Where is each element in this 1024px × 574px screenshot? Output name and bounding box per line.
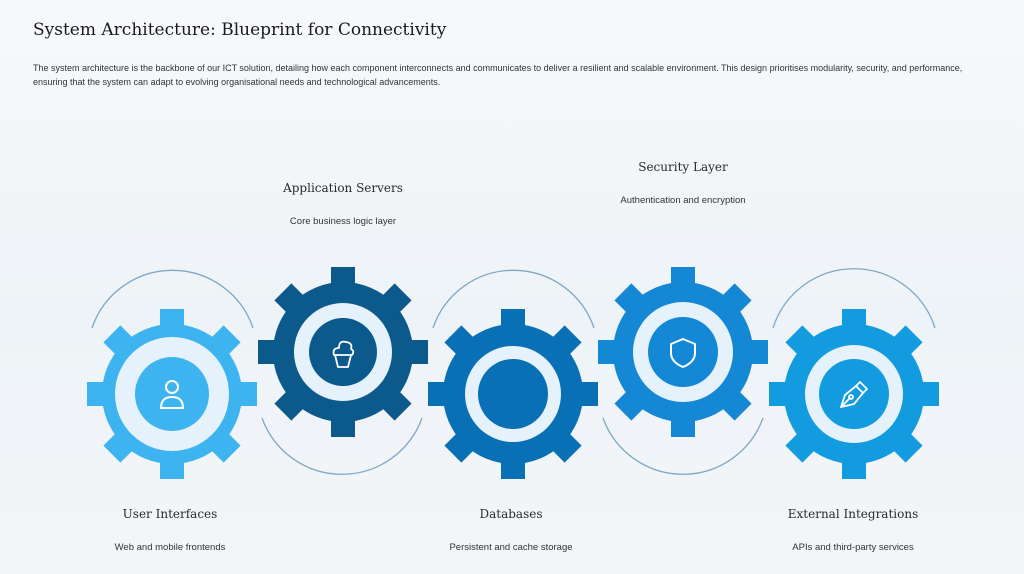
intro-paragraph: The system architecture is the backbone of our ICT solution, detailing how each component interconnects and communicates to deliver a resilient and scalable environment. This design prioritises modularity, security, and performance, ensuring that the system can adapt to evolving organisational needs and technological advancements. xyxy=(33,63,963,87)
gear-desc-user-interfaces: Web and mobile frontends xyxy=(114,542,226,553)
gear-desc-databases: Persistent and cache storage xyxy=(449,542,573,553)
gear-title-user-interfaces: User Interfaces xyxy=(122,507,218,521)
gear-title-application-servers: Application Servers xyxy=(283,181,403,195)
gear-title-external-integrations: External Integrations xyxy=(787,507,919,521)
page-title: System Architecture: Blueprint for Connectivity xyxy=(33,20,447,40)
gear-user-interfaces xyxy=(87,309,257,479)
gear-security-layer xyxy=(598,267,768,437)
gear-desc-external-integrations: APIs and third-party services xyxy=(792,542,914,553)
gear-application-servers xyxy=(258,267,428,437)
gear-external-integrations xyxy=(769,309,939,479)
gear-desc-security-layer: Authentication and encryption xyxy=(620,195,746,206)
gear-title-security-layer: Security Layer xyxy=(638,160,728,174)
gear-title-databases: Databases xyxy=(479,507,543,521)
gear-databases xyxy=(428,309,598,479)
gear-desc-application-servers: Core business logic layer xyxy=(289,216,397,227)
